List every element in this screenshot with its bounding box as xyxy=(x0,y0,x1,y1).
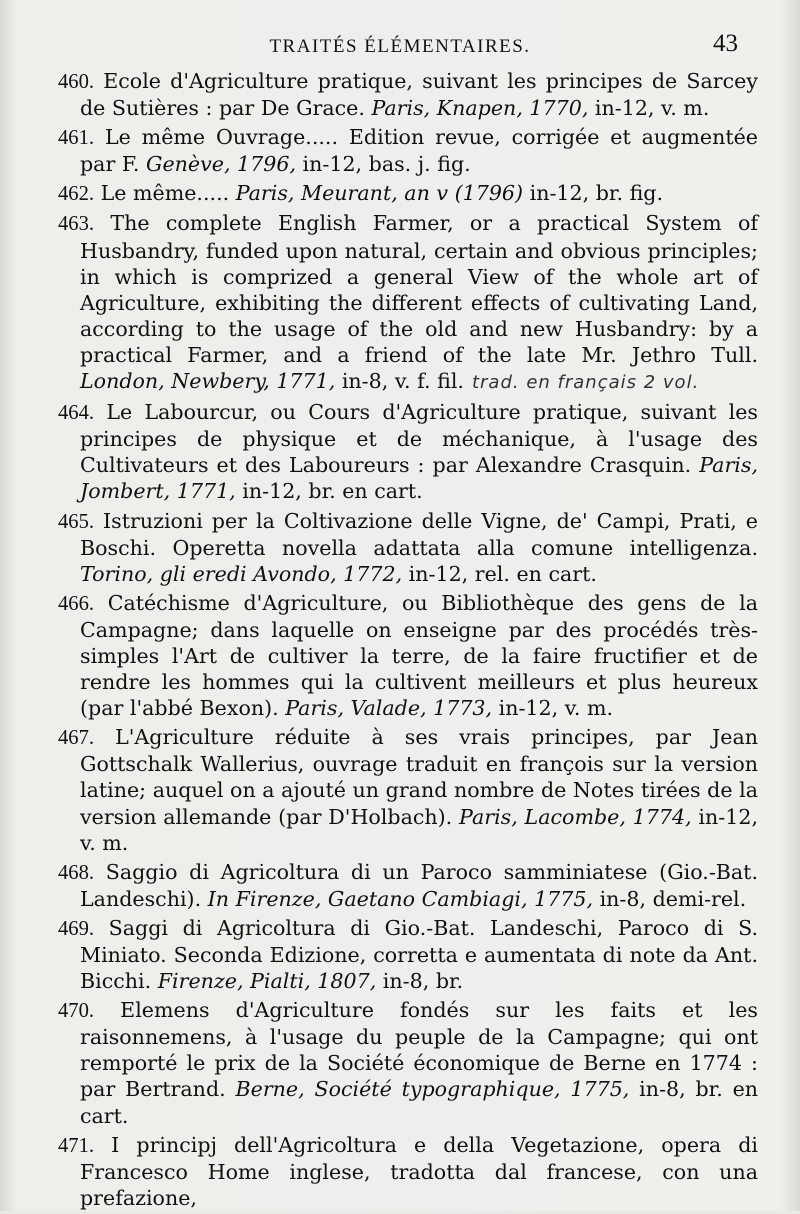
entry-format: in-12, bas. j. fig. xyxy=(296,152,471,177)
handwritten-annotation: trad. en français 2 vol. xyxy=(471,372,700,394)
entry-number: 469. xyxy=(58,917,95,940)
entry-text: Saggio di Agricoltura di un Paroco samminiatese (Gio.-Bat. Landeschi). xyxy=(80,859,759,911)
entry-format: in-8, br. en cart. xyxy=(80,1077,759,1128)
entry-text: The complete English Farmer, or a practical System of Husbandry, funded upon natural, certain and obvious principles; in which is comprized a general View of the whole art of Agriculture, exhibiting the different effects of cultivating Land, according to the usage of the old and new Husbandry: by a practical Farmer, and a friend of the late Mr. Jethro Tull. xyxy=(80,211,759,367)
entry-format: in-12, v. m. xyxy=(492,696,614,721)
entry-format: in-12, br. fig. xyxy=(523,181,664,206)
running-title: TRAITÉS ÉLÉMENTAIRES. xyxy=(269,36,531,57)
catalogue-entry xyxy=(58,1132,758,1211)
entry-format: in-12, br. en cart. xyxy=(235,479,423,504)
entry-text: Elemens d'Agriculture fondés sur les faits et les raisonnemens, à l'usage du peuple de la Campagne; qui ont remporté le prix de la Société économique de Berne en 1774 : par Bertrand. xyxy=(80,998,759,1102)
catalogue-entry xyxy=(58,915,758,994)
entry-imprint: Firenze, Pialti, 1807, xyxy=(157,969,377,994)
entry-format: in-8, v. f. fil. xyxy=(335,369,464,394)
entry-text: Le même..... xyxy=(100,181,236,206)
catalogue-entry xyxy=(58,590,758,721)
entry-imprint: Paris, Valade, 1773, xyxy=(285,696,493,721)
entry-imprint: Paris, Lacombe, 1774, xyxy=(459,804,692,829)
entry-imprint: In Firenze, Gaetano Cambiagi, 1775, xyxy=(207,886,594,911)
entry-text: Le Labourcur, ou Cours d'Agriculture pratique, suivant les principes de physique et de méchanique, à l'usage des Cultivateurs et des Laboureurs : par Alexandre Crasquin. xyxy=(80,400,759,478)
entry-format: in-12, v. m. xyxy=(588,96,710,121)
entry-text: Le même Ouvrage..... Edition revue, corrigée et augmentée par F. xyxy=(80,125,758,177)
entry-imprint: Torino, gli eredi Avondo, 1772, xyxy=(80,561,403,586)
page-header xyxy=(0,30,800,64)
entry-text: Istruzioni per la Coltivazione delle Vigne, de' Campi, Prati, e Boschi. Operetta novella adattata alla comune intelligenza. xyxy=(80,508,758,560)
entry-format: in-8, demi-rel. xyxy=(593,886,747,911)
entry-imprint: Berne, Société typographique, 1775, xyxy=(235,1077,630,1102)
entry-number: 470. xyxy=(58,1000,95,1023)
entry-number: 464. xyxy=(58,402,95,425)
entry-imprint: Paris, Knapen, 1770, xyxy=(371,96,589,121)
entry-imprint: Paris, Meurant, an v (1796) xyxy=(235,181,524,206)
entry-imprint: London, Newbery, 1771, xyxy=(80,369,336,394)
entry-format: in-12, v. m. xyxy=(80,804,758,855)
entry-format: in-8, br. xyxy=(376,969,464,994)
entry-text: L'Agriculture réduite à ses vrais principes, par Jean Gottschalk Wallerius, ouvrage traduit en françois sur la version latine; auquel on a ajouté un grand nombre de Notes tirées de la version allemande (par D'Holbach). xyxy=(80,725,758,829)
entry-imprint: Paris, Jombert, 1771, xyxy=(80,453,758,504)
entry-number: 471. xyxy=(58,1134,95,1157)
entry-number: 462. xyxy=(58,183,95,206)
entry-number: 460. xyxy=(58,71,95,93)
entry-format: in-12, rel. en cart. xyxy=(402,561,597,586)
entry-text: Ecole d'Agriculture pratique, suivant les principes de Sarcey de Sutières : par De Grace. xyxy=(80,69,758,121)
entry-number: 466. xyxy=(58,592,95,615)
entry-number: 465. xyxy=(58,510,95,533)
entry-number: 468. xyxy=(58,861,95,884)
entry-text: Saggi di Agricoltura di Gio.-Bat. Landeschi, Paroco di S. Miniato. Seconda Edizione, corretta e aumentata di note da Ant. Bicchi. xyxy=(80,915,758,994)
catalogue-entry xyxy=(58,997,758,1128)
entry-text: Catéchisme d'Agriculture, ou Bibliothèque des gens de la Campagne; dans laquelle on enseigne par des procédés très-simples l'Art de cultiver la terre, de la faire fructifier et de rendre les hommes qui la cultivent meilleurs et plus heureux (par l'abbé Bexon). xyxy=(80,590,758,721)
catalogue-entry xyxy=(58,508,758,587)
catalogue-entries xyxy=(58,68,758,1214)
catalogue-entry xyxy=(58,68,758,121)
catalogue-entry xyxy=(58,124,758,177)
page-number: 43 xyxy=(713,30,738,57)
catalogue-entry xyxy=(58,210,758,396)
catalogue-entry xyxy=(58,180,758,207)
catalogue-entry xyxy=(58,724,758,855)
catalogue-entry xyxy=(58,859,758,912)
entry-number: 463. xyxy=(58,213,95,236)
entry-number: 461. xyxy=(58,127,95,150)
entry-imprint: Genève, 1796, xyxy=(146,152,296,177)
catalogue-entry xyxy=(58,399,758,504)
entry-number: 467. xyxy=(58,727,95,750)
entry-text: I principj dell'Agricoltura e della Vegetazione, opera di Francesco Home inglese, tradotta dal francese, con una prefazione, xyxy=(80,1132,759,1210)
